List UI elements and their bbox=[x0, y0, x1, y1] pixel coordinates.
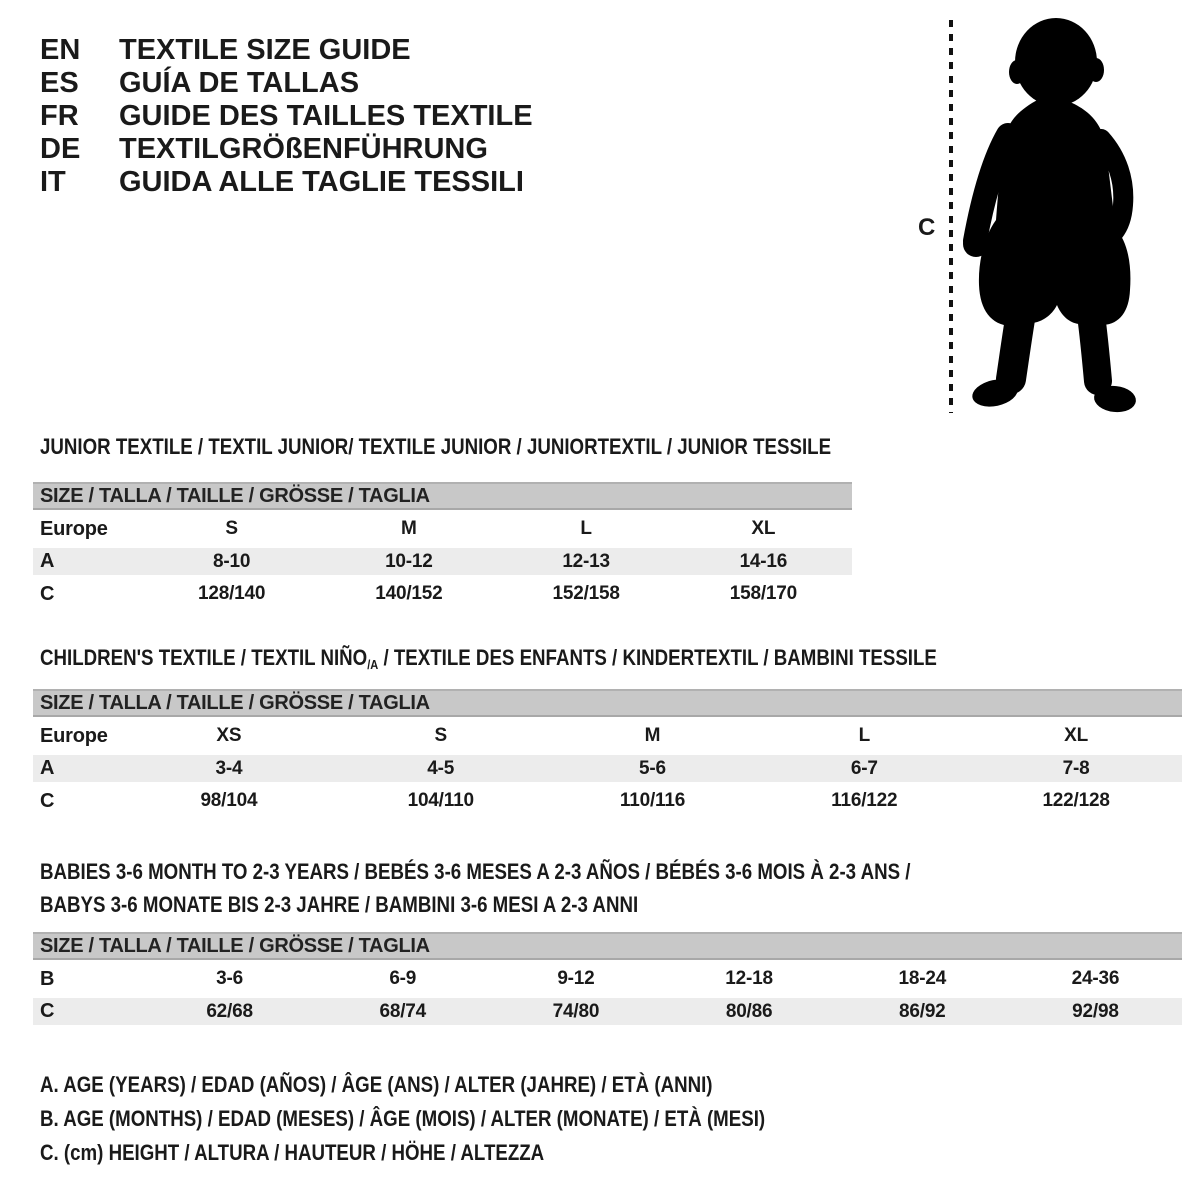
children-section-title bbox=[40, 645, 937, 677]
junior-size-table bbox=[33, 482, 852, 613]
language-title: GUÍA DE TALLAS bbox=[119, 67, 360, 99]
language-code: IT bbox=[40, 166, 66, 198]
language-line-en bbox=[40, 34, 533, 67]
legend-line-c: C. (cm) HEIGHT / ALTURA / HAUTEUR / HÖHE / ALTEZZA bbox=[40, 1140, 545, 1165]
table-cell: 86/92 bbox=[899, 1000, 946, 1022]
table-cell: 92/98 bbox=[1072, 1000, 1119, 1022]
toddler-silhouette bbox=[963, 18, 1137, 414]
table-cell: 122/128 bbox=[1042, 790, 1110, 811]
table-cell: 18-24 bbox=[898, 968, 947, 989]
table-cell: XS bbox=[216, 725, 242, 746]
row-label: A bbox=[40, 550, 55, 572]
table-cell: 12-13 bbox=[562, 550, 610, 572]
children-title-suffix: / TEXTILE DES ENFANTS / KINDERTEXTIL / BAMBINI TESSILE bbox=[378, 645, 937, 670]
size-header-label: SIZE / TALLA / TAILLE / GRÖSSE / TAGLIA bbox=[40, 484, 430, 507]
table-cell: 104/110 bbox=[407, 790, 474, 811]
table-cell: L bbox=[580, 518, 592, 539]
table-cell: 7-8 bbox=[1062, 757, 1090, 779]
toddler-silhouette-figure bbox=[915, 15, 1140, 420]
language-title: GUIDA ALLE TAGLIE TESSILI bbox=[119, 166, 524, 198]
row-label: C bbox=[40, 789, 55, 812]
language-line-es bbox=[40, 67, 533, 100]
children-size-table bbox=[33, 689, 1182, 820]
language-title: TEXTILE SIZE GUIDE bbox=[119, 34, 411, 66]
table-cell: 158/170 bbox=[729, 583, 798, 604]
table-cell: 8-10 bbox=[213, 550, 251, 572]
children-title-subscript: /A bbox=[367, 657, 379, 672]
table-cell: S bbox=[434, 725, 447, 746]
table-row-age bbox=[33, 548, 852, 575]
children-title-prefix: CHILDREN'S TEXTILE / TEXTIL NIÑO bbox=[40, 645, 368, 670]
table-cell: 62/68 bbox=[206, 1000, 253, 1022]
size-header-label: SIZE / TALLA / TAILLE / GRÖSSE / TAGLIA bbox=[40, 691, 430, 714]
table-cell: M bbox=[401, 518, 417, 539]
table-cell: 6-9 bbox=[389, 968, 417, 989]
table-cell: 140/152 bbox=[375, 583, 443, 604]
size-header-band bbox=[33, 482, 852, 510]
language-title: GUIDE DES TAILLES TEXTILE bbox=[119, 100, 533, 132]
language-code: DE bbox=[40, 133, 81, 165]
table-row-europe bbox=[33, 717, 1182, 755]
language-code: FR bbox=[40, 100, 79, 132]
height-measure-label: C bbox=[918, 214, 936, 241]
babies-section-title bbox=[40, 855, 910, 921]
table-cell: 98/104 bbox=[200, 790, 258, 811]
table-cell: XL bbox=[1064, 725, 1089, 746]
table-row-age bbox=[33, 755, 1182, 782]
table-row-height bbox=[33, 998, 1182, 1025]
table-cell: M bbox=[644, 725, 661, 746]
table-cell: 3-6 bbox=[216, 968, 244, 989]
table-cell: 80/86 bbox=[725, 1000, 773, 1022]
babies-title-line2: BABYS 3-6 MONATE BIS 2-3 JAHRE / BAMBINI 3-6 MESI A 2-3 ANNI bbox=[40, 892, 639, 917]
row-label: A bbox=[40, 757, 55, 779]
language-code: ES bbox=[40, 67, 79, 99]
language-line-de bbox=[40, 133, 533, 166]
row-label: C bbox=[40, 1000, 55, 1022]
table-cell: 110/116 bbox=[619, 790, 686, 811]
table-cell: 5-6 bbox=[639, 757, 666, 779]
table-cell: 152/158 bbox=[552, 583, 620, 604]
size-header-band bbox=[33, 932, 1182, 960]
table-cell: 128/140 bbox=[197, 583, 266, 604]
table-cell: 68/74 bbox=[379, 1000, 427, 1022]
table-cell: 12-18 bbox=[725, 968, 773, 989]
table-cell: 24-36 bbox=[1071, 968, 1120, 989]
table-cell: S bbox=[225, 518, 238, 539]
table-cell: 10-12 bbox=[385, 550, 433, 572]
table-cell: 3-4 bbox=[215, 757, 243, 779]
language-code: EN bbox=[40, 34, 81, 66]
table-row-height bbox=[33, 575, 852, 613]
row-label: B bbox=[40, 967, 55, 990]
language-guide bbox=[40, 34, 533, 199]
table-row-height bbox=[33, 782, 1182, 820]
measurement-legend bbox=[40, 1068, 765, 1170]
language-line-fr bbox=[40, 100, 533, 133]
table-cell: 6-7 bbox=[850, 757, 878, 779]
table-row-europe bbox=[33, 510, 852, 548]
legend-line-a: A. AGE (YEARS) / EDAD (AÑOS) / ÂGE (ANS) / ALTER (JAHRE) / ETÀ (ANNI) bbox=[40, 1072, 713, 1097]
table-cell: XL bbox=[751, 518, 776, 539]
babies-title-line1: BABIES 3-6 MONTH TO 2-3 YEARS / BEBÉS 3-6 MESES A 2-3 AÑOS / BÉBÉS 3-6 MOIS À 2-3 ANS / bbox=[40, 859, 911, 884]
table-cell: 74/80 bbox=[552, 1000, 600, 1022]
language-title: TEXTILGRÖßENFÜHRUNG bbox=[119, 133, 488, 165]
table-cell: 116/122 bbox=[831, 790, 898, 811]
table-row-months bbox=[33, 960, 1182, 998]
legend-line-b: B. AGE (MONTHS) / EDAD (MESES) / ÂGE (MOIS) / ALTER (MONATE) / ETÀ (MESI) bbox=[40, 1106, 766, 1131]
language-line-it bbox=[40, 166, 533, 199]
table-cell: 4-5 bbox=[427, 757, 455, 779]
row-label: Europe bbox=[40, 724, 108, 747]
row-label: Europe bbox=[40, 517, 108, 540]
size-header-band bbox=[33, 689, 1182, 717]
size-header-label: SIZE / TALLA / TAILLE / GRÖSSE / TAGLIA bbox=[40, 934, 430, 957]
row-label: C bbox=[40, 582, 55, 605]
junior-section-title: JUNIOR TEXTILE / TEXTIL JUNIOR/ TEXTILE JUNIOR / JUNIORTEXTIL / JUNIOR TESSILE bbox=[40, 434, 832, 459]
table-cell: L bbox=[858, 725, 870, 746]
table-cell: 14-16 bbox=[739, 550, 788, 572]
table-cell: 9-12 bbox=[557, 968, 595, 989]
babies-size-table bbox=[33, 932, 1182, 1025]
